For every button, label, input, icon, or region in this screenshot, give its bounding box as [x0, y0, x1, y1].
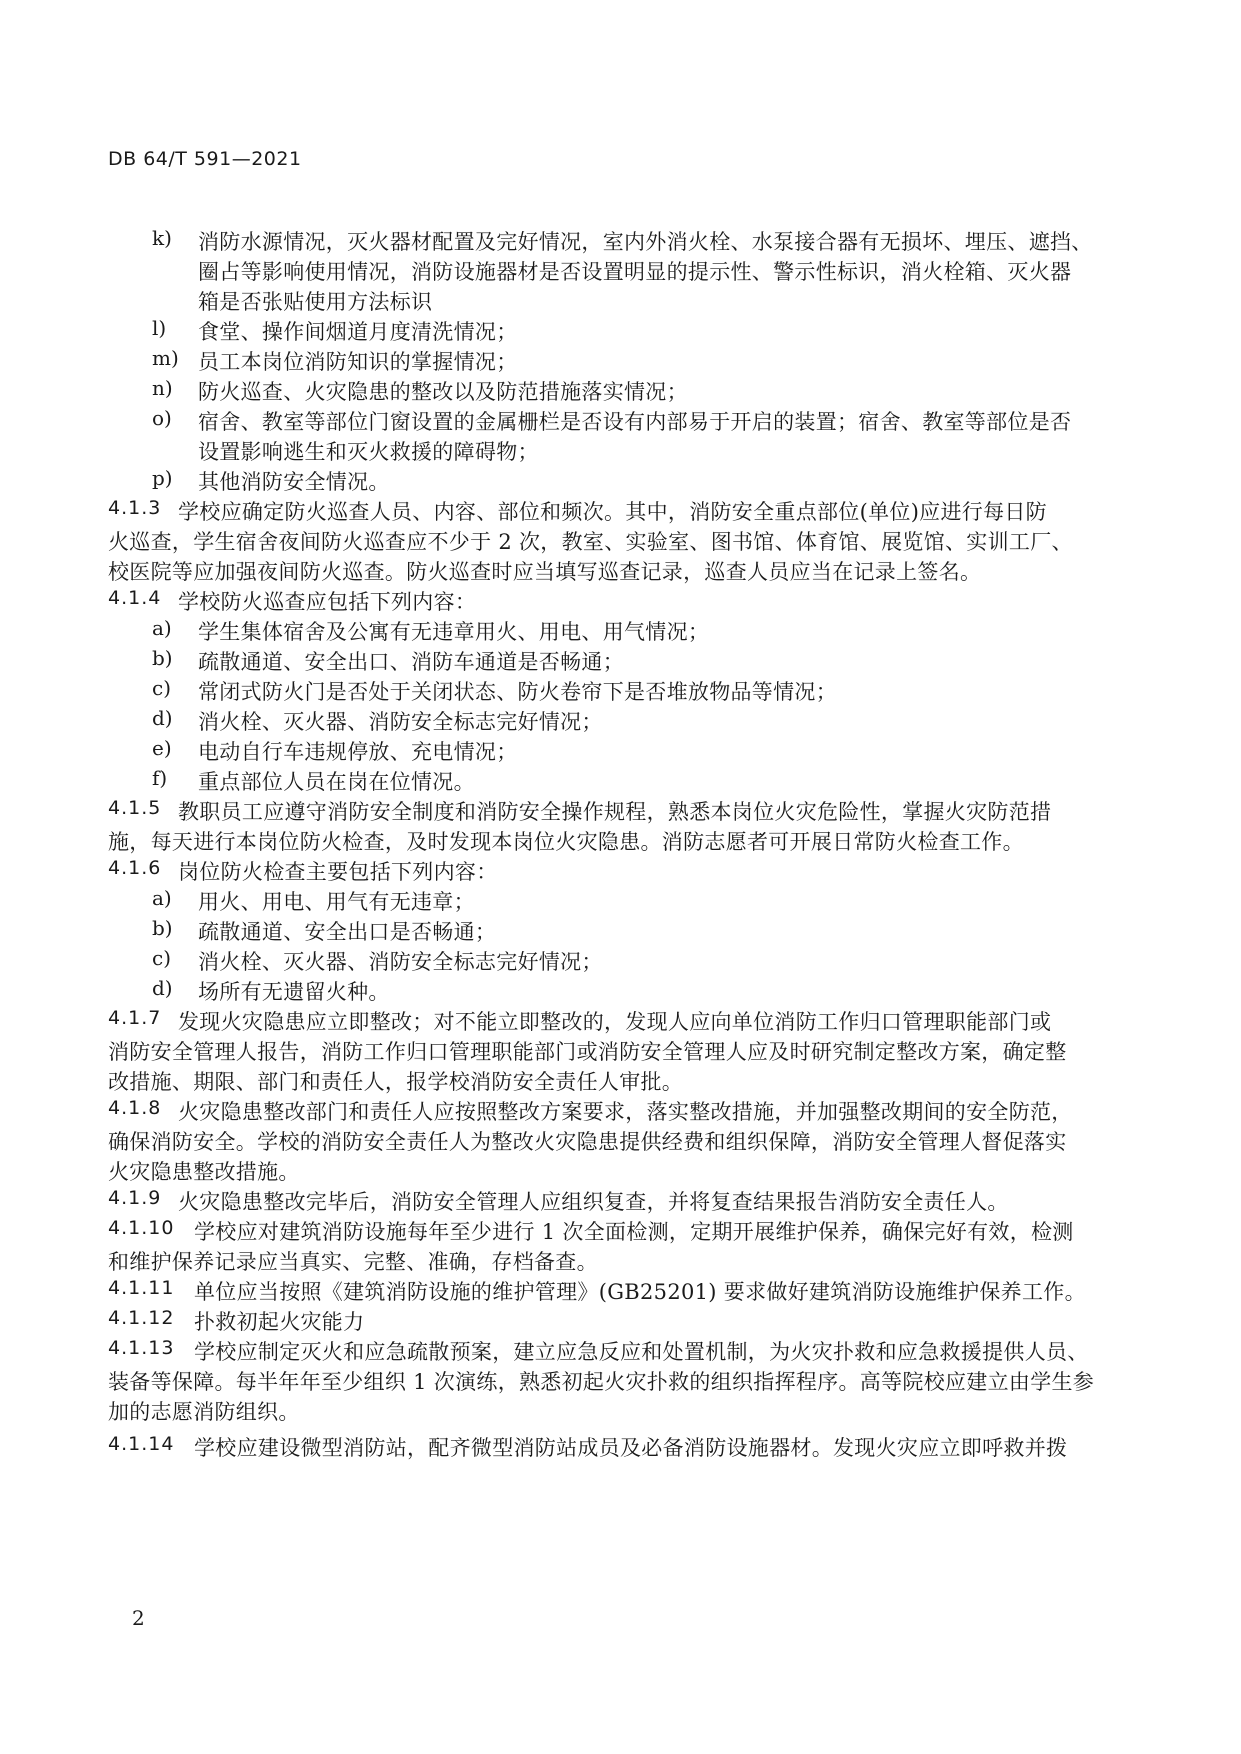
item-label: f) [152, 766, 168, 790]
clause-text: 加的志愿消防组织。 [108, 1400, 300, 1424]
clause-text: 学校应确定防火巡查人员、内容、部位和频次。其中，消防安全重点部位(单位)应进行每日防 [178, 500, 1047, 524]
clause-text: 发现火灾隐患应立即整改；对不能立即整改的，发现人应向单位消防工作归口管理职能部门或 [178, 1010, 1052, 1034]
item-label: l) [152, 316, 167, 340]
item-text: 圈占等影响使用情况，消防设施器材是否设置明显的提示性、警示性标识，消火栓箱、灭火器 [198, 260, 1072, 284]
item-label: k) [152, 226, 172, 250]
item-label: m) [152, 346, 179, 370]
item-label: e) [152, 736, 172, 760]
item-text: 其他消防安全情况。 [198, 470, 390, 494]
clause-text: 岗位防火检查主要包括下列内容： [178, 860, 498, 884]
clause-text: 学校应制定灭火和应急疏散预案，建立应急反应和处置机制，为火灾扑救和应急救援提供人员、 [194, 1340, 1089, 1364]
clause-number: 4.1.5 [108, 797, 162, 819]
item-text: 消火栓、灭火器、消防安全标志完好情况； [198, 950, 603, 974]
clause-number: 4.1.14 [108, 1433, 175, 1455]
item-label: o) [152, 406, 172, 430]
item-text: 用火、用电、用气有无违章； [198, 890, 475, 914]
clause-number: 4.1.10 [108, 1217, 175, 1239]
item-label: a) [152, 886, 172, 910]
item-label: c) [152, 676, 172, 700]
item-text: 箱是否张贴使用方法标识 [198, 290, 433, 314]
item-text: 场所有无遗留火种。 [198, 980, 390, 1004]
item-label: d) [152, 976, 173, 1000]
clause-number: 4.1.3 [108, 497, 162, 519]
clause-text: 消防安全管理人报告，消防工作归口管理职能部门或消防安全管理人应及时研究制定整改方案，确定整 [108, 1040, 1067, 1064]
item-text: 疏散通道、安全出口是否畅通； [198, 920, 497, 944]
item-label: a) [152, 616, 172, 640]
item-text: 常闭式防火门是否处于关闭状态、防火卷帘下是否堆放物品等情况； [198, 680, 837, 704]
clause-number: 4.1.7 [108, 1007, 162, 1029]
item-label: n) [152, 376, 173, 400]
page-number: 2 [132, 1606, 145, 1630]
clause-number: 4.1.4 [108, 587, 162, 609]
clause-number: 4.1.9 [108, 1187, 162, 1209]
clause-text: 火巡查，学生宿舍夜间防火巡查应不少于 2 次，教室、实验室、图书馆、体育馆、展览馆、实训工厂、 [108, 530, 1073, 554]
item-text: 学生集体宿舍及公寓有无违章用火、用电、用气情况； [198, 620, 710, 644]
item-text: 食堂、操作间烟道月度清洗情况； [198, 320, 518, 344]
clause-text: 确保消防安全。学校的消防安全责任人为整改火灾隐患提供经费和组织保障，消防安全管理人督促落实 [108, 1130, 1067, 1154]
item-text: 员工本岗位消防知识的掌握情况； [198, 350, 518, 374]
item-label: b) [152, 916, 173, 940]
clause-text: 火灾隐患整改完毕后，消防安全管理人应组织复查，并将复查结果报告消防安全责任人。 [178, 1190, 1009, 1214]
clause-number: 4.1.13 [108, 1337, 175, 1359]
item-text: 消火栓、灭火器、消防安全标志完好情况； [198, 710, 603, 734]
item-label: b) [152, 646, 173, 670]
clause-text: 和维护保养记录应当真实、完整、准确，存档备查。 [108, 1250, 598, 1274]
clause-text: 学校应对建筑消防设施每年至少进行 1 次全面检测，定期开展维护保养，确保完好有效，检测 [194, 1220, 1074, 1244]
clause-text: 校医院等应加强夜间防火巡查。防火巡查时应当填写巡查记录，巡查人员应当在记录上签名。 [108, 560, 982, 584]
clause-text: 装备等保障。每半年年至少组织 1 次演练，熟悉初起火灾扑救的组织指挥程序。高等院校应建立由学生参 [108, 1370, 1095, 1394]
clause-text: 改措施、期限、部门和责任人，报学校消防安全责任人审批。 [108, 1070, 684, 1094]
item-text: 重点部位人员在岗在位情况。 [198, 770, 475, 794]
clause-text: 学校应建设微型消防站，配齐微型消防站成员及必备消防设施器材。发现火灾应立即呼救并拨 [194, 1436, 1068, 1460]
item-text: 防火巡查、火灾隐患的整改以及防范措施落实情况； [198, 380, 688, 404]
clause-text: 火灾隐患整改部门和责任人应按照整改方案要求，落实整改措施，并加强整改期间的安全防范， [178, 1100, 1073, 1124]
document-code: DB 64/T 591—2021 [108, 148, 302, 170]
item-text: 电动自行车违规停放、充电情况； [198, 740, 518, 764]
clause-number: 4.1.8 [108, 1097, 162, 1119]
clause-text: 教职员工应遵守消防安全制度和消防安全操作规程，熟悉本岗位火灾危险性，掌握火灾防范措 [178, 800, 1052, 824]
clause-text: 施，每天进行本岗位防火检查，及时发现本岗位火灾隐患。消防志愿者可开展日常防火检查工作。 [108, 830, 1024, 854]
clause-text: 单位应当按照《建筑消防设施的维护管理》(GB25201) 要求做好建筑消防设施维护保养工作。 [194, 1280, 1086, 1304]
item-label: c) [152, 946, 172, 970]
clause-number: 4.1.11 [108, 1277, 175, 1299]
clause-text: 学校防火巡查应包括下列内容： [178, 590, 477, 614]
item-text: 疏散通道、安全出口、消防车通道是否畅通； [198, 650, 624, 674]
item-label: p) [152, 466, 173, 490]
clause-number: 4.1.6 [108, 857, 162, 879]
item-text: 消防水源情况，灭火器材配置及完好情况，室内外消火栓、水泵接合器有无损坏、埋压、遮挡、 [198, 230, 1093, 254]
clause-text: 扑救初起火灾能力 [194, 1310, 365, 1334]
clause-number: 4.1.12 [108, 1307, 175, 1329]
item-text: 设置影响逃生和灭火救援的障碍物； [198, 440, 539, 464]
clause-text: 火灾隐患整改措施。 [108, 1160, 300, 1184]
item-label: d) [152, 706, 173, 730]
item-text: 宿舍、教室等部位门窗设置的金属栅栏是否设有内部易于开启的装置；宿舍、教室等部位是否 [198, 410, 1072, 434]
